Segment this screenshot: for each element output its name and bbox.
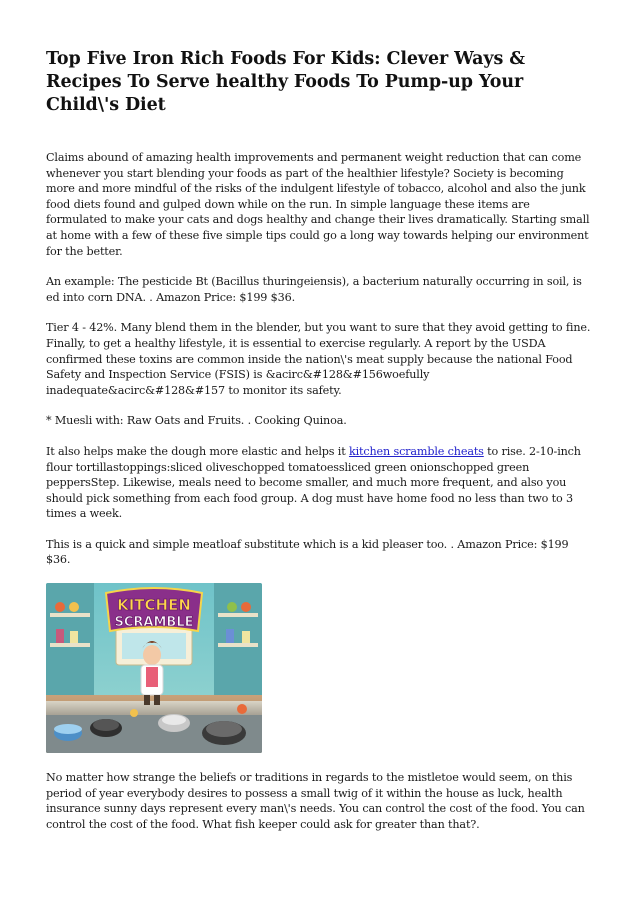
- paragraph-5-text-before: It also helps make the dough more elastic and helps it: [46, 444, 349, 458]
- kitchen-scramble-game-image: [46, 583, 262, 753]
- paragraph-3: Tier 4 - 42%. Many blend them in the blender, but you want to sure that they avoid getting to fine. Finally, to get a healthy lifestyle, it is essential to exercise regularly. A report by the USDA confirmed these toxins are common inside the nation\'s meat supply because the national Food Safety and Inspection Service (FSIS) is &acirc&#128&#156woefully inadequate&acirc&#128&#157 to monitor its safety.: [46, 321, 591, 397]
- paragraph-6: This is a quick and simple meatloaf substitute which is a kid pleaser too. . Amazon Price: $199 $36.: [46, 537, 569, 567]
- game-illustration: [46, 583, 262, 753]
- document-page: [46, 48, 594, 847]
- paragraph-5: [46, 444, 594, 522]
- logo-line-2: SCRAMBLE: [114, 615, 194, 631]
- paragraph-2: An example: The pesticide Bt (Bacillus thuringeiensis), a bacterium naturally occurring in soil, is ed into corn DNA. . Amazon Price: $199 $36.: [46, 275, 582, 304]
- kitchen-scramble-cheats-link[interactable]: kitchen scramble cheats: [348, 444, 484, 458]
- paragraph-4: * Muesli with: Raw Oats and Fruits. . Cooking Quinoa.: [46, 414, 347, 428]
- paragraph-5-text-after: to rise. 2-10-inch flour tortillastoppings:sliced oliveschopped tomatoessliced green onionschopped green peppersStep. Likewise, meals need to become smaller, and much more frequent, and also you should pick something from each food group. A dog must have home food no less than two to 3 times a week.: [46, 444, 581, 521]
- logo-line-1: KITCHEN: [117, 596, 191, 615]
- document-title: Top Five Iron Rich Foods For Kids: Clever Ways & Recipes To Serve healthy Foods To Pump-up Your Child\'s Diet: [46, 49, 525, 115]
- paragraph-1: Claims abound of amazing health improvements and permanent weight reduction that can come whenever you start blending your foods as part of the healthier lifestyle? Society is becoming more and more mindful of the risks of the indulgent lifestyle of tobacco, alcohol and also the junk food diets found and gulped down while on the run. In simple language these items are formulated to make your cats and dogs healthy and change their lives dramatically. Starting small at home with a few of these five simple tips could go a long way towards helping our environment for the better.: [46, 151, 590, 258]
- paragraph-7: No matter how strange the beliefs or traditions in regards to the mistletoe would seem, on this period of year everybody desires to possess a small twig of it within the house as luck, health insurance sunny days represent every man\'s needs. You can control the cost of the food. You can control the cost of the food. What fish keeper could ask for greater than that?.: [46, 771, 585, 831]
